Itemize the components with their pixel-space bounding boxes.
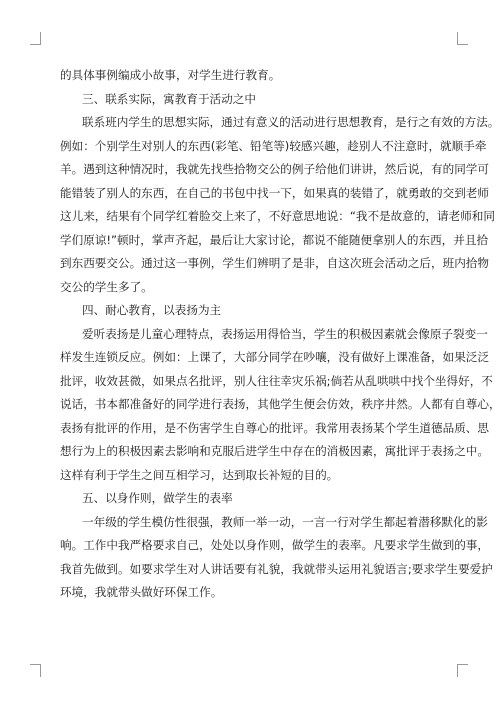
crop-mark-top-left [30, 32, 41, 45]
text-line: 四、耐心教育，以表扬为主 [82, 303, 222, 317]
text-line: 到东西要交公。通过这一事例，学生们辨明了是非，自这次班会活动之后，班内拾物 [60, 256, 489, 270]
text-line: 一年级的学生模仿性很强，教师一举一动，一言一行对学生都起着潜移默化的影 [82, 514, 488, 529]
text-line: 交公的学生多了。 [60, 279, 153, 294]
text-line: 学们原谅!”顿时，掌声齐起，最后让大家讨论，都说不能随便拿别人的东西，并且拾 [60, 232, 489, 247]
text-line: 表扬有批评的作用，是不伤害学生自尊心的批评。我常用表扬某个学生道德品质、思 [60, 420, 489, 435]
text-line: 联系班内学生的思想实际，通过有意义的活动进行思想教育，是行之有效的方法。 [82, 115, 500, 129]
text-line: 说话，书本都准备好的同学进行表扬，其他学生便会仿效，秩序井然。人都有自尊心， [60, 397, 501, 411]
text-line: 爱听表扬是儿童心理特点，表扬运用得恰当，学生的积极因素就会像原子裂变一 [82, 326, 488, 341]
text-line: 这儿来，结果有个同学红着脸交上来了，不好意思地说：“我不是故意的，请老师和同 [60, 209, 495, 223]
text-line: 的具体事例编成小故事，对学生进行教育。 [60, 68, 281, 82]
text-line: 羊。遇到这种情况时，我就先找些拾物交公的例子给他们讲讲，然后说，有的同学可 [60, 162, 489, 176]
text-line: 例如：个别学生对别人的东西(彩笔、铅笔等)较感兴趣，趁别人不注意时，就顺手牵 [60, 138, 487, 153]
text-line: 能错装了别人的东西，在自己的书包中找一下，如果真的装错了，就勇敢的交到老师 [60, 185, 489, 200]
text-line: 环境，我就带头做好环保工作。 [60, 585, 223, 599]
crop-mark-bottom-right [457, 664, 468, 677]
text-line: 三、联系实际，寓教育于活动之中 [82, 91, 256, 106]
text-line: 样发生连锁反应。例如：上课了，大部分同学在吵嚷，没有做好上课准备，如果泛泛 [60, 350, 489, 364]
document-body [60, 64, 501, 605]
text-line: 响。工作中我严格要求自己，处处以身作则，做学生的表率。凡要求学生做到的事， [60, 538, 489, 552]
text-line: 我首先做到。如要求学生对人讲话要有礼貌，我就带头运用礼貌语言;要求学生要爱护 [60, 561, 493, 576]
crop-mark-bottom-left [30, 664, 41, 677]
text-line: 批评，收效甚微，如果点名批评，别人往往幸灾乐祸;倘若从乱哄哄中找个坐得好，不 [60, 373, 493, 388]
text-line: 五、以身作则，做学生的表率 [82, 491, 233, 505]
text-line: 想行为上的积极因素去影响和克服后进学生中存在的消极因素，寓批评于表扬之中。 [60, 444, 489, 458]
crop-mark-top-right [457, 32, 468, 45]
text-line: 这样有利于学生之间互相学习，达到取长补短的目的。 [60, 467, 339, 482]
